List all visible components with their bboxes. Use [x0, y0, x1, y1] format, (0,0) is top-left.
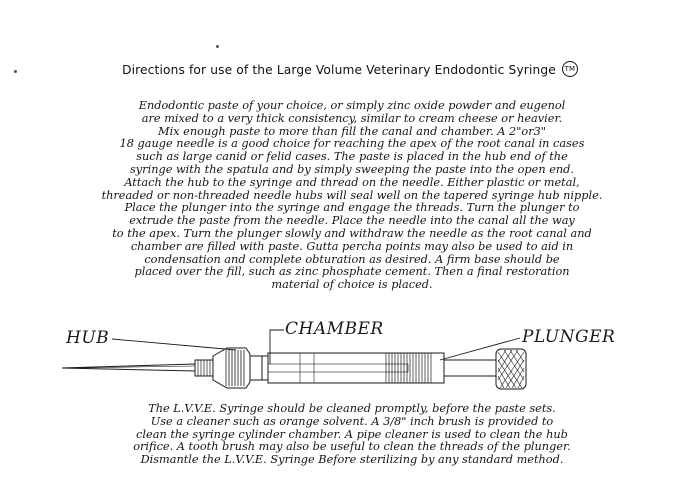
- chamber-label: CHAMBER: [285, 319, 384, 339]
- instruction-line: syringe with the spatula and by simply sweeping the paste into the open end.: [130, 162, 574, 176]
- hub-collar-icon: [250, 356, 268, 380]
- page-title: [0, 61, 700, 77]
- instruction-line: Mix enough paste to more than fill the canal and chamber. A 2"or3": [158, 124, 546, 138]
- instruction-line: chamber are filled with paste. Gutta percha points may also be used to aid in: [130, 239, 574, 253]
- syringe-diagram: [0, 300, 700, 400]
- instruction-line: Endodontic paste of your choice, or simply zinc oxide powder and eugenol: [138, 99, 566, 112]
- instruction-line: 18 gauge needle is a good choice for reaching the apex of the root canal in cases: [119, 137, 585, 151]
- title-text: Directions for use of the Large Volume Veterinary Endodontic Syringe: [122, 63, 556, 77]
- hub-nut-icon: [213, 348, 250, 388]
- plunger-knob-icon: [496, 349, 526, 389]
- instruction-line: material of choice is placed.: [271, 278, 433, 292]
- cleaning-line: clean the syringe cylinder chamber. A pipe cleaner is used to clean the hub: [136, 427, 568, 441]
- instruction-line: are mixed to a very thick consistency, similar to cream cheese or heavier.: [141, 111, 563, 125]
- instructions-paragraph: [40, 100, 664, 292]
- plunger-rod-icon: [444, 360, 496, 376]
- scan-speck: [14, 70, 17, 73]
- cleaning-line: orifice. A tooth brush may also be useful to clean the threads of the plunger.: [133, 440, 571, 454]
- cleaning-paragraph: [40, 403, 664, 467]
- instruction-line: extrude the paste from the needle. Place the needle into the canal all the way: [129, 214, 575, 228]
- cleaning-line: Dismantle the L.V.V.E. Syringe Before sterilizing by any standard method.: [140, 453, 564, 467]
- instruction-line: Attach the hub to the syringe and thread on the needle. Either plastic or metal,: [124, 175, 580, 189]
- barrel-icon: [268, 353, 444, 383]
- hub-leader-line: [112, 339, 236, 350]
- plunger-label: PLUNGER: [522, 327, 616, 347]
- scan-speck: [216, 45, 219, 48]
- hub-label: HUB: [66, 328, 110, 348]
- cleaning-line: The L.V.V.E. Syringe should be cleaned promptly, before the paste sets.: [148, 402, 556, 415]
- instruction-line: such as large canid or felid cases. The paste is placed in the hub end of the: [136, 150, 568, 164]
- trademark-icon: TM: [562, 61, 578, 77]
- instruction-line: Place the plunger into the syringe and engage the threads. Turn the plunger to: [124, 201, 580, 215]
- instruction-line: threaded or non-threaded needle hubs will seal well on the tapered syringe hub nipple.: [101, 188, 603, 202]
- instruction-line: placed over the fill, such as zinc phosphate cement. Then a final restoration: [134, 265, 570, 279]
- needle-icon: [62, 364, 195, 371]
- instruction-line: to the apex. Turn the plunger slowly and withdraw the needle as the root canal and: [112, 226, 592, 240]
- instruction-line: condensation and complete obturation as desired. A firm base should be: [144, 252, 560, 266]
- cleaning-line: Use a cleaner such as orange solvent. A 3/8" inch brush is provided to: [150, 414, 554, 428]
